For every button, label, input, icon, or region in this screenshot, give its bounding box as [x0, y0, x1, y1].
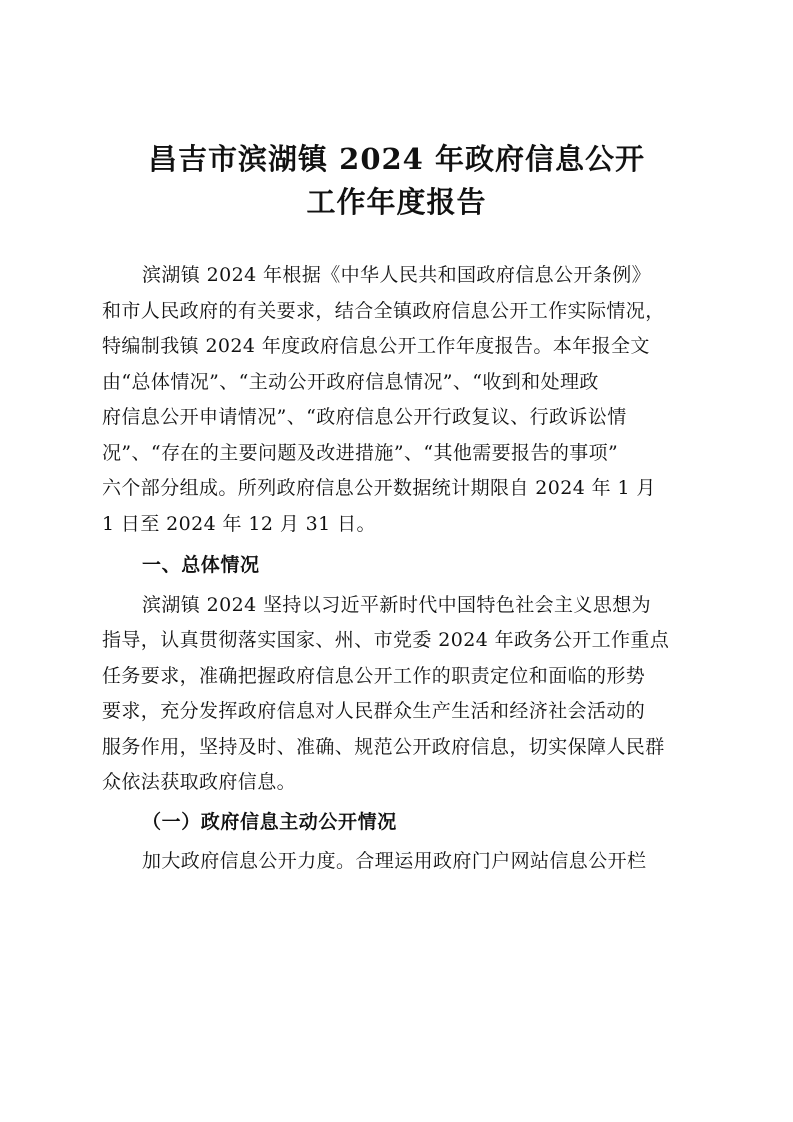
intro-line: 六个部分组成。所列政府信息公开数据统计期限自 2024 年 1 月	[102, 477, 656, 499]
intro-line: 况”、“存在的主要问题及改进措施”、“其他需要报告的事项”	[102, 441, 619, 464]
subsection-proactive-disclosure-paragraph	[102, 844, 702, 880]
section-overall-line: 众依法获取政府信息。	[102, 771, 297, 793]
intro-line: 特编制我镇 2024 年度政府信息公开工作年度报告。本年报全文	[102, 335, 650, 357]
section-overall-line: 要求，充分发挥政府信息对人民群众生产生活和经济社会活动的	[102, 700, 646, 722]
document-title-line-2: 工作年度报告	[306, 185, 487, 219]
intro-line: 滨湖镇 2024 年根据《中华人民共和国政府信息公开条例》	[142, 264, 652, 286]
section-overall-line: 服务作用，坚持及时、准确、规范公开政府信息，切实保障人民群	[102, 735, 665, 758]
document-body	[102, 258, 702, 880]
intro-paragraph	[102, 258, 702, 542]
section-heading-overall: 一、总体情况	[142, 554, 260, 576]
section-overall-line: 滨湖镇 2024 坚持以习近平新时代中国特色社会主义思想为	[142, 593, 652, 616]
document-title-line-1: 昌吉市滨湖镇 2024 年政府信息公开	[148, 142, 645, 176]
intro-line: 和市人民政府的有关要求，结合全镇政府信息公开工作实际情况，	[102, 299, 665, 322]
section-overall-line: 任务要求，准确把握政府信息公开工作的职责定位和面临的形势	[102, 664, 646, 687]
intro-line: 1 日至 2024 年 12 月 31 日。	[102, 512, 376, 535]
subsection-heading-proactive-disclosure: （一）政府信息主动公开情况	[142, 810, 397, 833]
subsection-proactive-disclosure-line: 加大政府信息公开力度。合理运用政府门户网站信息公开栏	[142, 850, 647, 872]
intro-line: 府信息公开申请情况”、“政府信息公开行政复议、行政诉讼情	[102, 406, 627, 428]
section-overall-paragraph	[102, 588, 702, 801]
intro-line: 由“总体情况”、“主动公开政府信息情况”、“收到和处理政	[102, 370, 599, 393]
section-overall-line: 指导，认真贯彻落实国家、州、市党委 2024 年政务公开工作重点	[102, 629, 670, 651]
